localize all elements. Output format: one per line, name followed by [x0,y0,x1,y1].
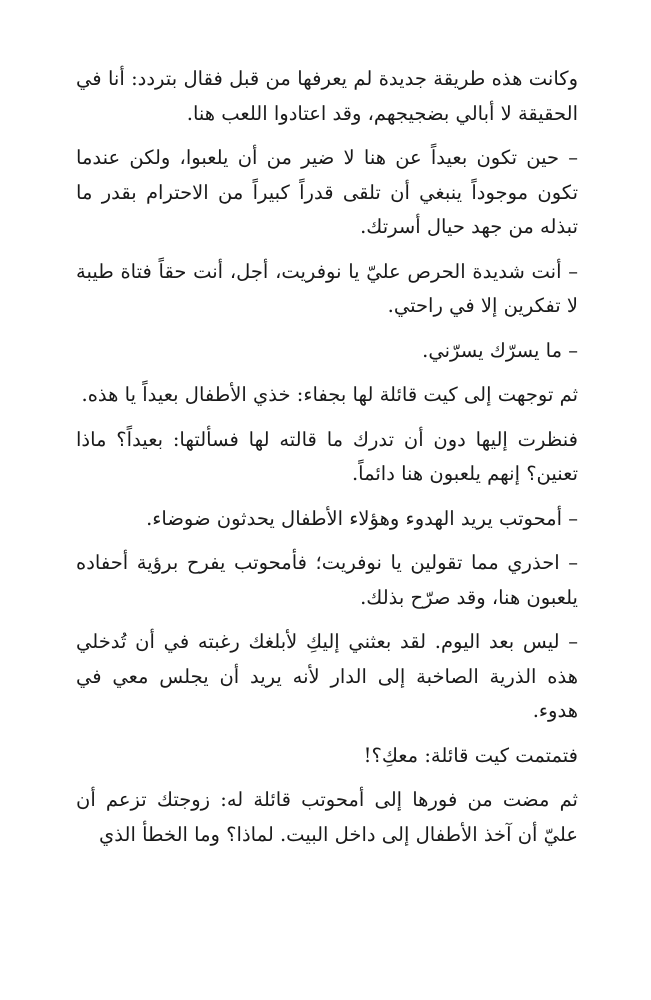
book-page-text [76,62,578,862]
paragraph: – ليس بعد اليوم. لقد بعثني إليكِ لأبلغك رغبته في أن تُدخلي هذه الذرية الصاخبة إلى الدار لأنه يريد أن يجلس معي في هدوء. [76,630,578,722]
paragraph: – أمحوتب يريد الهدوء وهؤلاء الأطفال يحدثون ضوضاء. [146,506,578,530]
paragraph: – حين تكون بعيداً عن هنا لا ضير من أن يلعبوا، ولكن عندما تكون موجوداً ينبغي أن تلقى قدراً كبيراً من الاحترام بقدر ما تبذله من جهد حيال أسرتك. [76,146,578,238]
paragraph: وكانت هذه طريقة جديدة لم يعرفها من قبل فقال بتردد: أنا في الحقيقة لا أبالي بضجيجهم، وقد اعتادوا اللعب هنا. [76,67,578,125]
paragraph: ثم توجهت إلى كيت قائلة لها بجفاء: خذي الأطفال بعيداً يا هذه. [81,383,578,406]
paragraph: – ما يسرّك يسرّني. [422,338,578,362]
paragraph: فتمتمت كيت قائلة: معكِ؟! [363,743,578,767]
paragraph: – احذري مما تقولين يا نوفريت؛ فأمحوتب يفرح برؤية أحفاده يلعبون هنا، وقد صرّح بذلك. [76,551,578,609]
paragraph: – أنت شديدة الحرص عليّ يا نوفريت، أجل، أنت حقاً فتاة طيبة لا تفكرين إلا في راحتي. [76,259,578,317]
paragraph: ثم مضت من فورها إلى أمحوتب قائلة له: زوجتك تزعم أن عليّ أن آخذ الأطفال إلى داخل البيت. لماذا؟ وما الخطأ الذي [76,788,578,846]
paragraph: فنظرت إليها دون أن تدرك ما قالته لها فسألتها: بعيداً؟ ماذا تعنين؟ إنهم يلعبون هنا دائماً. [76,427,578,485]
